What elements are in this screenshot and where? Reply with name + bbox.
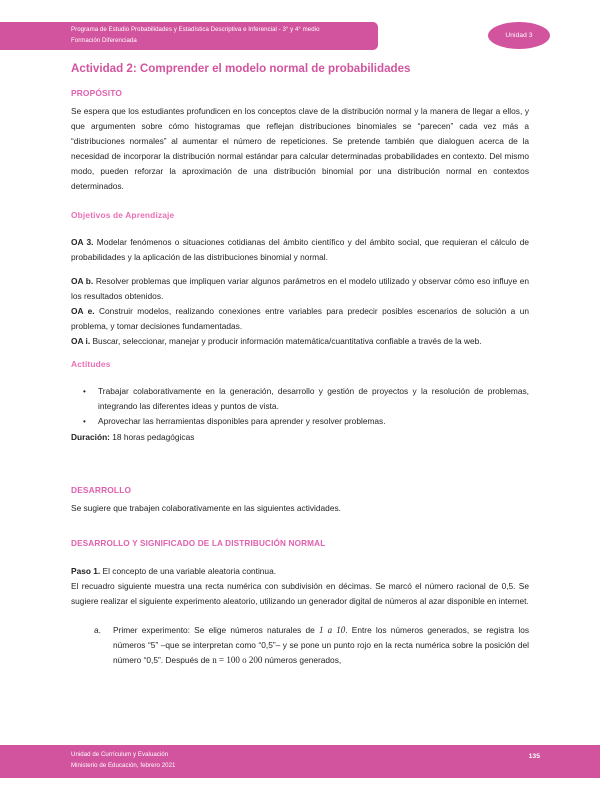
page-title: Actividad 2: Comprender el modelo normal de probabilidades (71, 62, 411, 75)
paso-heading (71, 564, 529, 579)
list-item-marker: a. (94, 624, 101, 635)
objetivo-code: OA 3. (71, 236, 94, 247)
paso-title: El concepto de una variable aleatoria continua. (100, 565, 277, 576)
page-footer (0, 745, 600, 778)
math-range-1: 1 a 10 (319, 624, 346, 635)
spacer (71, 226, 529, 235)
list-item (71, 623, 529, 668)
footer-line-1: Unidad de Currículum y Evaluación (71, 751, 169, 758)
objetivo-code: OA b. (71, 275, 94, 286)
list-item-text-1: Primer experimento: Se elige números naturales de (113, 624, 320, 635)
experiment-list (71, 623, 529, 668)
paso-paragraph: El recuadro siguiente muestra una recta numérica con subdivisión en décimas. Se marcó el número racional de 0,5. Se sugiere realizar el siguiente experimento aleatorio, utilizando un generador digital de números al azar disponible en internet. (71, 580, 529, 606)
spacer (71, 375, 529, 384)
objetivo-text: Construir modelos, realizando conexiones entre variables para predecir posibles escenarios de solución a un problema, y tomar decisiones fundamentadas. (71, 305, 529, 332)
objetivos-heading: Objetivos de Aprendizaje (71, 209, 175, 220)
duracion-value: 18 horas pedagógicas (109, 431, 195, 442)
page-header (0, 0, 600, 56)
objetivo-item (71, 235, 529, 265)
header-program-line-1: Programa de Estudio Probabilidades y Estadística Descriptiva e Inferencial - 3° y 4° medio (71, 26, 320, 33)
math-range-2: n = 100 o 200 (212, 655, 263, 666)
header-program-line-2: Formación Diferenciada (71, 36, 137, 44)
objetivo-text: Modelar fenómenos o situaciones cotidianas del ámbito científico y del ámbito social, que requieran el cálculo de probabilidades y la aplicación de las distribuciones binomial y normal. (71, 236, 529, 262)
objetivo-item (71, 304, 529, 334)
page-number: 135 (528, 753, 540, 760)
spacer (71, 609, 529, 623)
desarrollo-section-heading: DESARROLLO Y SIGNIFICADO DE LA DISTRIBUCIÓN NORMAL (71, 538, 326, 548)
spacer (71, 445, 529, 475)
spacer (71, 265, 529, 274)
desarrollo-intro: Se sugiere que trabajen colaborativamente en las siguientes actividades. (71, 502, 341, 513)
proposito-heading: PROPÓSITO (71, 88, 122, 98)
list-item-text-3: números generados, (262, 655, 342, 666)
duracion-label: Duración: (71, 431, 110, 442)
page-content (71, 62, 529, 668)
objetivo-text: Resolver problemas que impliquen variar algunos parámetros en el modelo utilizado y observar cómo eso influye en los resultados obtenidos. (71, 275, 529, 301)
list-item: • Aprovechar las herramientas disponibles para aprender y resolver problemas. (71, 414, 529, 429)
objetivo-code: OA e. (71, 305, 95, 316)
paso-label: Paso 1. (71, 565, 101, 576)
spacer (71, 555, 529, 564)
footer-line-2: Ministerio de Educación, febrero 2021 (71, 761, 176, 769)
objetivo-item (71, 334, 529, 349)
objetivo-text: Buscar, seleccionar, manejar y producir información matemática/cuantitativa confiable a través de la web. (90, 336, 482, 347)
duracion-line (71, 430, 529, 445)
list-item: • Trabajar colaborativamente en la generación, desarrollo y gestión de proyectos y la resolución de problemas, integrando las diferentes ideas y puntos de vista. (71, 384, 529, 414)
spacer (71, 195, 529, 209)
objetivo-code: OA i. (71, 336, 91, 347)
desarrollo-heading: DESARROLLO (71, 484, 132, 495)
proposito-paragraph: Se espera que los estudiantes profundicen en los conceptos clave de la distribución normal y la manera de llegar a ellos, y que argumenten sobre cómo histogramas que reflejan distribuciones binomiales se “parecen” cada vez más a “distribuciones normales” al aumentar el número de repeticiones. Se pretende también que dialoguen acerca de la necesidad de incorporar la distribución normal estándar para calcular determinadas probabilidades en contexto. Del mismo modo, pueden reforzar la aproximación de una distribución binomial por una distribución normal en contextos determinados. (71, 106, 529, 192)
actitudes-list (71, 384, 529, 429)
unit-badge (488, 22, 550, 49)
list-item-text-2: . Entre los números generados, se registra los números “5” –que se interpretan como “0,5”– y se pone un punto rojo en la recta numérica sobre la posición del número “0,5”. Después de (113, 624, 530, 666)
spacer (71, 349, 529, 358)
header-program-bar (0, 22, 378, 50)
unit-badge-label: Unidad 3 (505, 32, 533, 39)
actitudes-heading: Actitudes (71, 359, 111, 370)
spacer (71, 475, 529, 484)
objetivo-item (71, 274, 529, 304)
spacer (71, 516, 529, 538)
